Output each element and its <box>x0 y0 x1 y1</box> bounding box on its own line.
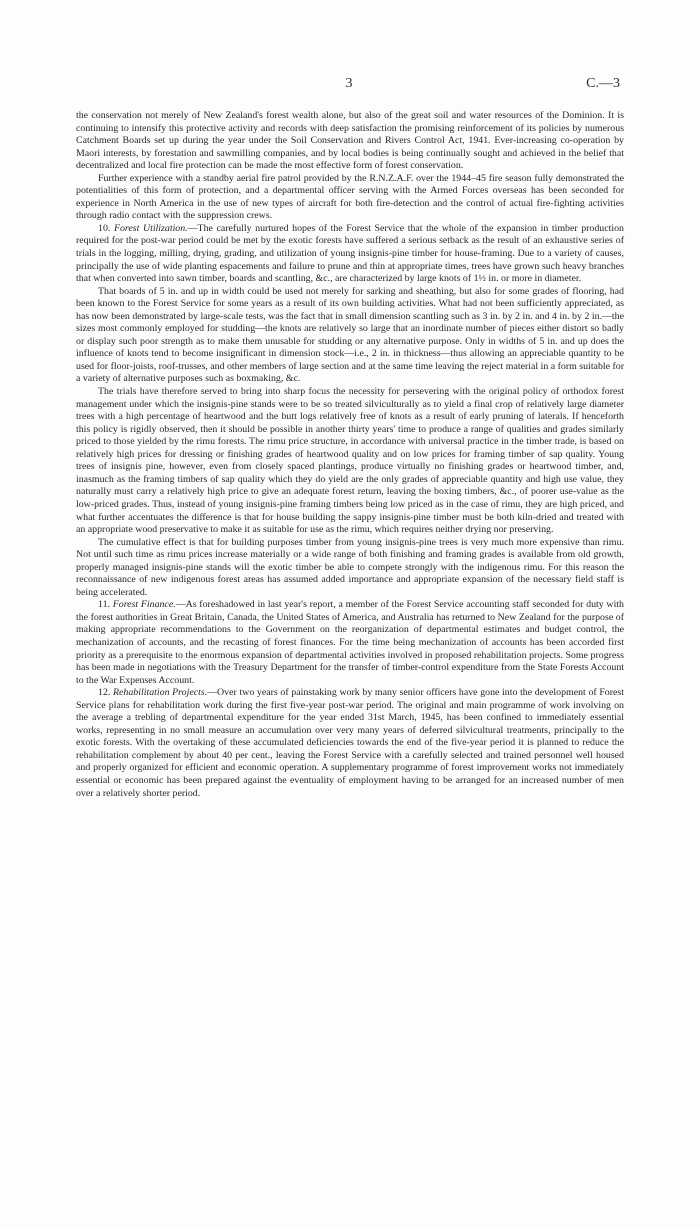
paragraph-cumulative-effect <box>76 537 624 600</box>
section-title: Rehabilitation Projects. <box>113 687 208 699</box>
paragraph-aerial-fire-patrol <box>76 173 624 223</box>
paragraph-trials <box>76 386 624 537</box>
paragraph-continuation <box>76 110 624 173</box>
paragraph-forest-utilization <box>76 223 624 286</box>
paragraph-text: The cumulative effect is that for building purposes timber from young insignis-pine trees is very much more expensive than rimu. Not until such time as rimu prices increase materially or a wide range of both finishing and framing grades is available from old growth, properly managed insignis-pine stands will the exotic timber be able to compete strongly with the indigenous rimu. For this reason the reconnaissance of new indigenous forest areas has assumed added importance and appropriate expansion of the necessary field staff is being accelerated. <box>76 536 624 598</box>
page-number: 3 <box>345 76 353 91</box>
section-number: 11. <box>98 599 110 611</box>
paragraph-text: Further experience with a standby aerial fire patrol provided by the R.N.Z.A.F. over the 1944–45 fire season fully demonstrated the potentialities of this form of protection, and a departmental officer serving with the Armed Forces overseas has been seconded for experience in North America in the use of new types of aircraft for both fire-detection and the control of actual fire-fighting activities through radio contact with the suppression crews. <box>76 172 624 222</box>
section-number: 10. <box>98 222 111 234</box>
document-code: C.—3 <box>586 76 620 91</box>
paragraph-text: The trials have therefore served to bring into sharp focus the necessity for persevering with the original policy of orthodox forest management under which the insignis-pine stands were to be so treated silviculturally as to yield a final crop of relatively large diameter trees with a high percentage of heartwood and the butt logs relatively free of knots as a result of early pruning of laterals. If henceforth this policy is rigidly observed, then it should be possible in another thirty years' time to produce a range of qualities and grades similarly priced to those yielded by the rimu forests. The rimu price structure, in accordance with universal practice in the timber trade, is based on relatively high prices for dressing or finishing grades of heartwood quality and on low prices for framing timber of sap quality. Young trees of insignis pine, however, even from closely spaced plantings, produce virtually no finishing grades or heartwood timber, and, inasmuch as the framing timbers of sap quality which they do yield are the only grades of appreciable quantity and high use value, they naturally must carry a relatively high price to give an adequate forest return, leaving the boxing timbers, &c., of poorer use-value as the low-priced grades. Thus, instead of young insignis-pine framing timbers being low priced as in the case of rimu, they are high priced, and what further accentuates the difference is that for house building the sappy insignis-pine timber must be both kiln-dried and treated with an appropriate wood preservative to make it as suitable for use as the rimu, which requires neither drying nor preserving. <box>76 386 624 536</box>
paragraph-text: —As foreshadowed in last year's report, a member of the Forest Service accounting staff seconded for duty with the forest authorities in Great Britain, Canada, the United States of America, and Australia has returned to New Zealand for the purpose of making appropriate recommendations to the Government on the reorganization of departmental estimates and budget control, the mechanization of accounts, and the recasting of forest finances. For the time being mechanization of accounts has been accorded first priority as a prerequisite to the enormous expansion of departmental activities involved in proposed rehabilitation projects. Some progress has been made in negotiations with the Treasury Department for the transfer of timber-control expenditure from the State Forests Account to the War Expenses Account. <box>76 599 624 686</box>
paragraph-text: —The carefully nurtured hopes of the Forest Service that the whole of the expansion in timber production required for the post-war period could be met by the exotic forests have suffered a serious setback as the result of an exhaustive series of trials in the logging, milling, drying, grading, and utilization of young insignis-pine timber for house-framing. Due to a variety of causes, principally the use of wide planting espacements and failure to prune and thin at appropriate times, trees have grown such heavy branches that when converted into sawn timber, boards and scantling, &c., are characterized by large knots of 1½ in. or more in diameter. <box>76 222 624 285</box>
paragraph-text: the conservation not merely of New Zealand's forest wealth alone, but also of the great soil and water resources of the Dominion. It is continuing to intensify this protective activity and records with deep satisfaction the promising reinforcement of its policies by numerous Catchment Boards set up during the year under the Soil Conservation and Rivers Control Act, 1941. Ever-increasing co-operation by Maori interests, by forestation and sawmilling companies, and by local bodies is being continually sought and achieved in the belief that decentralized and local fire protection can be made the most effective form of forest conservation. <box>76 110 624 172</box>
section-number: 12. <box>98 687 111 699</box>
section-title: Forest Finance. <box>112 599 176 611</box>
section-title: Forest Utilization. <box>113 222 188 234</box>
paragraph-rehabilitation-projects <box>76 687 624 800</box>
paragraph-text: That boards of 5 in. and up in width could be used not merely for sarking and sheathing, but also for some grades of flooring, had been known to the Forest Service for some years as a result of its own building activities. What had not been sufficiently appreciated, as has now been demonstrated by large-scale tests, was the fact that in small dimension scantling such as 3 in. by 2 in. and 4 in. by 2 in.—the sizes most commonly employed for studding—the knots are relatively so large that an inordinate number of pieces either distort so badly or display such poor strength as to make them unusable for studding or any alternative purpose. Only in widths of 5 in. and up does the influence of knots tend to become insignificant in dimension stock—i.e., 2 in. in thickness—thus allowing an appreciable quantity to be used for floor-joists, roof-trusses, and other members of large section and at the same time leaving the reject material in a form suitable for a variety of alternative purposes such as boxmaking, &c. <box>76 285 624 385</box>
paragraph-forest-finance <box>76 599 624 687</box>
paragraph-text: —Over two years of painstaking work by many senior officers have gone into the development of Forest Service plans for rehabilitation work during the first five-year post-war period. The original and main programme of work involving on the average a trebling of departmental expenditure for the year ended 31st March, 1945, has been confined to immediately essential works, representing in no small measure an accumulation over very many years of deferred silvicultural treatments, principally to the exotic forests. With the overtaking of these accumulated deficiencies towards the end of the five-year period it is planned to reduce the rehabilitation complement by about 40 per cent., leaving the Forest Service with a carefully selected and trained personnel well housed and properly organized for efficient and economic operation. A supplementary programme of forest improvement works not immediately essential or economic has been prepared against the eventuality of employment having to be arranged for an increased number of men over a relatively shorter period. <box>76 687 625 799</box>
paragraph-boards <box>76 286 624 386</box>
body-text <box>76 110 624 1150</box>
